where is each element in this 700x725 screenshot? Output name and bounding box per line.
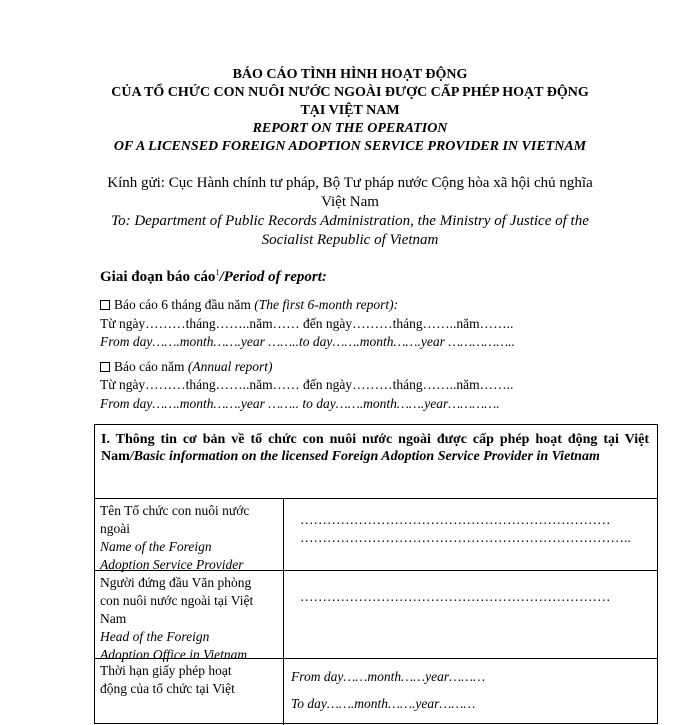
- section-1-table: [94, 424, 658, 724]
- six-month-date-en: From day…….month…….year ……..to day…….month…….year ……………..: [100, 334, 516, 349]
- section-1-header-row: [95, 425, 657, 499]
- six-month-checkbox[interactable]: [100, 300, 110, 310]
- annual-date-vi: Từ ngày………tháng……..năm…… đến ngày………tháng……..năm……..: [100, 377, 514, 392]
- row-value-line: To day…….month…….year………: [291, 696, 476, 711]
- table-row: [95, 659, 657, 725]
- annual-option[interactable]: [100, 359, 272, 375]
- period-heading-vi: Giai đoạn báo cáo: [100, 269, 216, 285]
- row-label: [100, 662, 280, 698]
- row-value-line: ………………………………………………………………..: [300, 530, 631, 545]
- row-label-vi: Nam: [100, 611, 127, 626]
- section-1-title: [101, 431, 649, 465]
- recipient-vi-line-2: Việt Nam: [321, 194, 379, 210]
- period-heading: [100, 268, 327, 286]
- section-1-title-en: /Basic information on the licensed Foreign Adoption Service Provider in Vietnam: [129, 449, 600, 464]
- title-vi-line-2: CỦA TỔ CHỨC CON NUÔI NƯỚC NGOÀI ĐƯỢC CẤP PHÉP HOẠT ĐỘNG: [111, 85, 589, 100]
- row-value[interactable]: [300, 588, 611, 606]
- row-label-vi: ngoài: [100, 521, 130, 536]
- six-month-date-vi: Từ ngày………tháng……..năm…… đến ngày………tháng……..năm……..: [100, 316, 514, 331]
- recipient-en-line-1: To: Department of Public Records Administration, the Ministry of Justice of the: [111, 213, 589, 229]
- title-en-line-1: REPORT ON THE OPERATION: [252, 121, 448, 136]
- annual-label-vi: Báo cáo năm: [114, 359, 185, 374]
- row-value[interactable]: [300, 511, 631, 547]
- row-value-line: ……………………………………………………………: [300, 512, 611, 527]
- row-label-en: Head of the Foreign: [100, 629, 210, 644]
- recipient-en-line-2: Socialist Republic of Vietnam: [261, 232, 439, 248]
- section-1-title-vi: I. Thông tin cơ bản về tổ chức con nuôi nước ngoài được cấp phép hoạt động tại Việt Nam: [101, 432, 649, 464]
- six-month-label-en: (The first 6-month report):: [254, 297, 399, 312]
- recipient-vi-line-1: Kính gửi: Cục Hành chính tư pháp, Bộ Tư pháp nước Cộng hòa xã hội chủ nghĩa: [107, 175, 593, 191]
- annual-label-en: (Annual report): [187, 359, 273, 374]
- period-heading-en: /Period of report:: [219, 269, 327, 285]
- row-label-vi: Tên Tổ chức con nuôi nước: [100, 503, 250, 518]
- annual-date-en: From day…….month…….year …….. to day…….month…….year………….: [100, 396, 500, 411]
- table-row: [95, 499, 657, 571]
- row-label: [100, 502, 280, 574]
- row-label-en: Adoption Office in Vietnam: [100, 647, 248, 662]
- row-label: [100, 574, 280, 664]
- row-value[interactable]: [291, 668, 485, 713]
- row-value-line: From day……month……year………: [291, 669, 486, 684]
- row-label-vi: Người đứng đầu Văn phòng: [100, 575, 252, 590]
- annual-checkbox[interactable]: [100, 362, 110, 372]
- title-vi-line-1: BÁO CÁO TÌNH HÌNH HOẠT ĐỘNG: [232, 67, 468, 82]
- title-vi-line-3: TẠI VIỆT NAM: [300, 103, 400, 118]
- row-label-vi: Thời hạn giấy phép hoạt: [100, 663, 232, 678]
- six-month-label-vi: Báo cáo 6 tháng đầu năm: [114, 297, 251, 312]
- row-label-vi: động của tổ chức tại Việt: [100, 681, 235, 696]
- row-value-line: ……………………………………………………………: [300, 589, 611, 604]
- row-label-vi: con nuôi nước ngoài tại Việt: [100, 593, 254, 608]
- footnote-marker: 1: [215, 268, 220, 277]
- title-en-line-2: OF A LICENSED FOREIGN ADOPTION SERVICE PROVIDER IN VIETNAM: [113, 139, 587, 154]
- table-row: [95, 571, 657, 662]
- row-label-en: Adoption Service Provider: [100, 557, 244, 572]
- six-month-option[interactable]: [100, 297, 398, 313]
- row-label-en: Name of the Foreign: [100, 539, 212, 554]
